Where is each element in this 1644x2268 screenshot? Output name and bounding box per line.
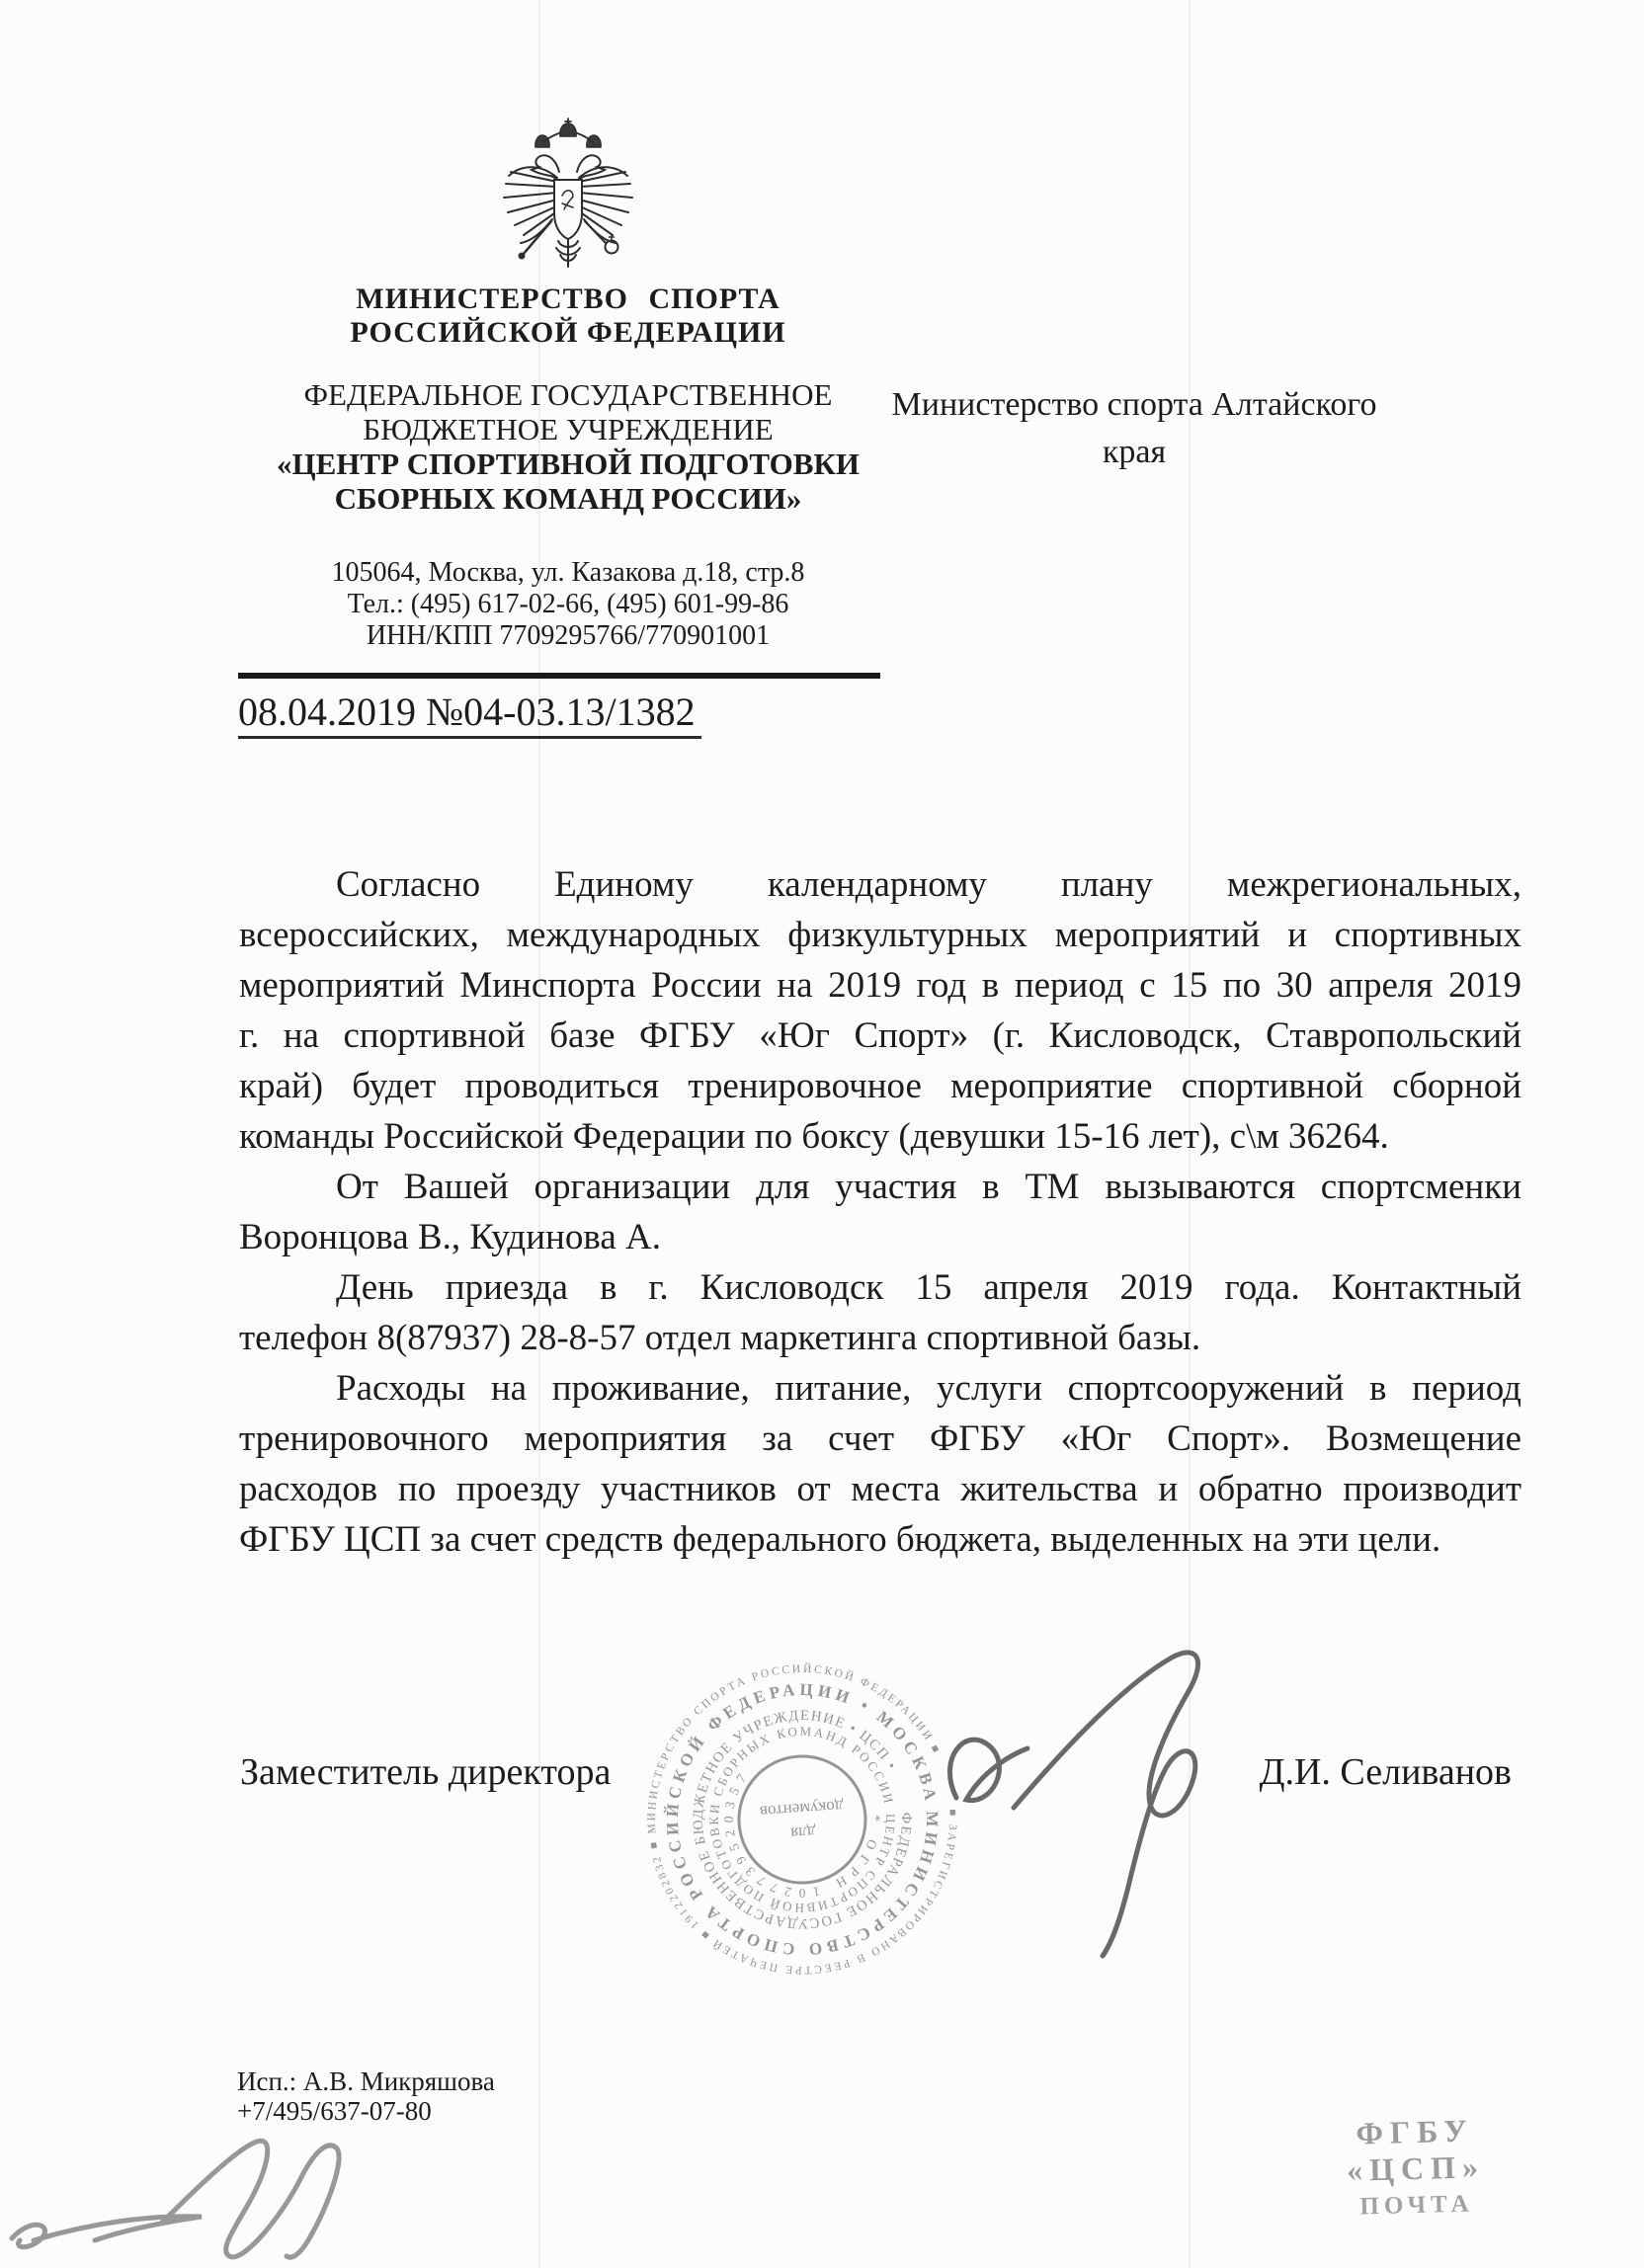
org-line2: БЮДЖЕТНОЕ УЧРЕЖДЕНИЕ bbox=[363, 412, 774, 446]
stamp-ring-ogrn: * ОГРН 1027739520357 bbox=[720, 1765, 884, 1902]
org-line1: ФЕДЕРАЛЬНОЕ ГОСУДАРСТВЕННОЕ bbox=[303, 377, 833, 412]
body-line: Согласно Единому календарному плану межрегиональных, bbox=[336, 864, 1521, 905]
address-line: 105064, Москва, ул. Казакова д.18, стр.8 bbox=[331, 557, 805, 588]
body-line: Воронцова В., Кудинова А. bbox=[239, 1217, 661, 1257]
address-block bbox=[242, 557, 894, 652]
signer-name: Д.И. Селиванов bbox=[1259, 1751, 1512, 1793]
russian-coat-of-arms-icon bbox=[494, 117, 642, 275]
body-line: край) будет проводиться тренировочное мероприятие спортивной сборной bbox=[239, 1066, 1521, 1106]
letterhead-divider bbox=[238, 673, 880, 679]
body-line: ФГБУ ЦСП за счет средств федерального бюджета, выделенных на эти цели. bbox=[239, 1519, 1441, 1560]
stamp-ring-center-name: ЦЕНТР СПОРТИВНОЙ ПОДГОТОВКИ СБОРНЫХ КОМАНД РОССИИ bbox=[705, 1723, 899, 1916]
stamp-ring-outer: ■ ЗАРЕГИСТРИРОВАНО В РЕЕСТРЕ ПЕЧАТЕЙ ■ 1912202832 ■ МИНИСТЕРСТВО СПОРТА РОССИЙСКОЙ ФЕДЕРАЦИИ ■ bbox=[645, 1662, 959, 1977]
org-line4: СБОРНЫХ КОМАНД РОССИИ» bbox=[334, 481, 802, 516]
org-line3: «ЦЕНТР СПОРТИВНОЙ ПОДГОТОВКИ bbox=[277, 446, 860, 481]
ministry-name-line1: МИНИСТЕРСТВО СПОРТА bbox=[356, 283, 781, 315]
body-line: команды Российской Федерации по боксу (девушки 15-16 лет), с\м 36264. bbox=[239, 1116, 1389, 1157]
stamp-center-line2: документов bbox=[759, 1797, 845, 1822]
executor-block bbox=[237, 2066, 495, 2126]
body-line: Расходы на проживание, питание, услуги спортсооружений в период bbox=[336, 1368, 1521, 1409]
handwritten-flourish bbox=[4, 2120, 439, 2268]
body-line: От Вашей организации для участия в ТМ вызываются спортсменки bbox=[336, 1167, 1521, 1207]
phone-line: Тел.: (495) 617-02-66, (495) 601-99-86 bbox=[347, 589, 789, 619]
executor-phone: +7/495/637-07-80 bbox=[237, 2096, 432, 2126]
signer-title: Заместитель директора bbox=[240, 1751, 612, 1793]
letter-body bbox=[239, 859, 1521, 1565]
letterhead bbox=[242, 117, 894, 652]
organization-name bbox=[242, 377, 894, 516]
body-line: мероприятий Минспорта России на 2019 год в период с 15 по 30 апреля 2019 bbox=[239, 965, 1521, 1006]
ministry-name-line2: РОССИЙСКОЙ ФЕДЕРАЦИИ bbox=[350, 316, 786, 349]
executor-name: Исп.: А.В. Микряшова bbox=[237, 2066, 495, 2096]
date-and-number: 08.04.2019 №04-03.13/1382 bbox=[238, 689, 701, 739]
body-line: всероссийских, международных физкультурных мероприятий и спортивных bbox=[239, 915, 1521, 955]
stamp-center-line1: для bbox=[789, 1822, 817, 1843]
body-line: расходов по проезду участников от места жительства и обратно производит bbox=[239, 1469, 1521, 1509]
stamp-ring-org: ФЕДЕРАЛЬНОЕ ГОСУДАРСТВЕННОЕ БЮДЖЕТНОЕ УЧРЕЖДЕНИЕ • ЦСП • bbox=[690, 1707, 915, 1932]
round-organization-stamp bbox=[644, 1661, 960, 1978]
handwritten-signature bbox=[919, 1630, 1245, 1966]
body-line: телефон 8(87937) 28-8-57 отдел маркетинга спортивной базы. bbox=[239, 1318, 1201, 1358]
recipient-block bbox=[869, 381, 1399, 476]
recipient-line2: края bbox=[1102, 434, 1167, 470]
mail-stamp-word: ПОЧТА bbox=[1359, 2190, 1474, 2221]
body-line: День приезда в г. Кисловодск 15 апреля 2019 года. Контактный bbox=[336, 1267, 1521, 1308]
mail-stamp bbox=[1301, 2111, 1531, 2223]
inn-kpp-line: ИНН/КПП 7709295766/770901001 bbox=[366, 620, 771, 651]
recipient-line1: Министерство спорта Алтайского bbox=[891, 386, 1377, 423]
body-line: г. на спортивной базе ФГБУ «Юг Спорт» (г. Кисловодск, Ставропольский bbox=[239, 1015, 1521, 1056]
body-line: тренировочного мероприятия за счет ФГБУ «Юг Спорт». Возмещение bbox=[239, 1418, 1521, 1459]
stamp-ring-ministry: МИНИСТЕРСТВО СПОРТА РОССИЙСКОЙ ФЕДЕРАЦИИ • МОСКВА bbox=[662, 1679, 943, 1960]
mail-stamp-org: ФГБУ «ЦСП» bbox=[1346, 2112, 1486, 2188]
ministry-name bbox=[242, 283, 894, 350]
